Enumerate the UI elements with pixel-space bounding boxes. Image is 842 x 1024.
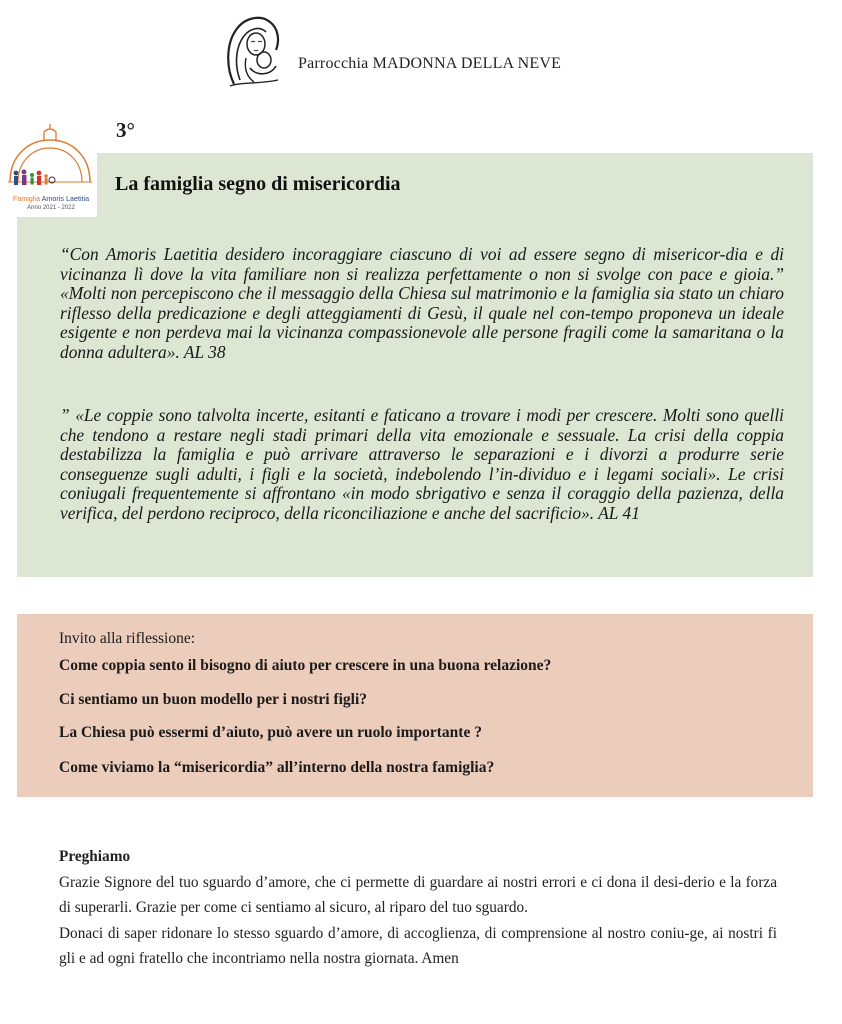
logo-family-word: Famiglia <box>12 194 40 203</box>
page-header <box>220 10 640 90</box>
quote-al-41-text: ” «Le coppie sono talvolta incerte, esitanti e faticano a trovare i modi per crescere. Molti sono quelli che tendono a restare negli stadi primari della vita emozionale e sessuale. La crisi della coppia destabilizza la famiglia e può arrivare attraverso le separazioni e i divorzi a produrre serie conseguenze sugli adulti, i figli e la società, indebolendo l’in-dividuo e i legami sociali». Le crisi coniugali frequentemente si affrontano «in modo sbrigativo e senza il coraggio della pazienza, della verifica, del perdono reciproco, della riconciliazione e anche del sacrificio». AL 41 <box>60 405 784 523</box>
section-number: 3° <box>116 118 135 142</box>
question-item: Ci sentiamo un buon modello per i nostri figli? <box>59 691 368 708</box>
quote-al-41 <box>60 406 784 524</box>
reflection-intro: Invito alla riflessione: <box>59 630 196 647</box>
reflection-text-box <box>17 153 813 577</box>
quote-al-38-text: “Con Amoris Laetitia desidero incoraggiare ciascuno di voi ad essere segno di misericor-dia e di vicinanza lì dove la vita familiare non si realizza perfettamente o non si svolge con pace e gioia.” «Molti non percepiscono che il messaggio della Chiesa sul matrimonio e la famiglia sia stato un chiaro riflesso della predicazione e degli atteggiamenti di Gesù, il quale nel con-tempo proponeva un ideale esigente e non perdeva mai la vicinanza compassionevole alle persone fragili come la samaritana o la donna adultera». AL 38 <box>60 244 784 362</box>
madonna-and-child-icon <box>220 10 286 88</box>
logo-text <box>7 195 95 212</box>
logo-amoris-words: Amoris Laetitia <box>41 194 90 203</box>
prayer-paragraph: Grazie Signore del tuo sguardo d’amore, che ci permette di guardare ai nostri errori e ci dona il desi-derio e la forza di superarli. Grazie per come ci sentiamo al sicuro, al riparo del tuo sguardo. <box>59 873 777 916</box>
prayer-title: Preghiamo <box>59 848 131 865</box>
parish-name: Parrocchia MADONNA DELLA NEVE <box>298 55 562 72</box>
question-item: Come coppia sento il bisogno di aiuto per crescere in una buona relazione? <box>59 657 552 674</box>
amoris-laetitia-logo <box>4 120 97 217</box>
prayer-section <box>59 844 777 972</box>
question-item: Come viviamo la “misericordia” all’interno della nostra famiglia? <box>59 759 495 776</box>
reflection-questions-box <box>17 614 813 797</box>
quote-al-38 <box>60 245 784 363</box>
page-title: La famiglia segno di misericordia <box>115 173 401 195</box>
question-item: La Chiesa può essermi d’aiuto, può avere un ruolo importante ? <box>59 724 482 741</box>
logo-year: Anno 2021 - 2022 <box>27 205 75 211</box>
prayer-paragraph: Donaci di saper ridonare lo stesso sguardo d’amore, di accoglienza, di comprensione al nostro coniu-ge, ai nostri fi gli e ad ogni fratello che incontriamo nella nostra giornata. Amen <box>59 924 777 967</box>
